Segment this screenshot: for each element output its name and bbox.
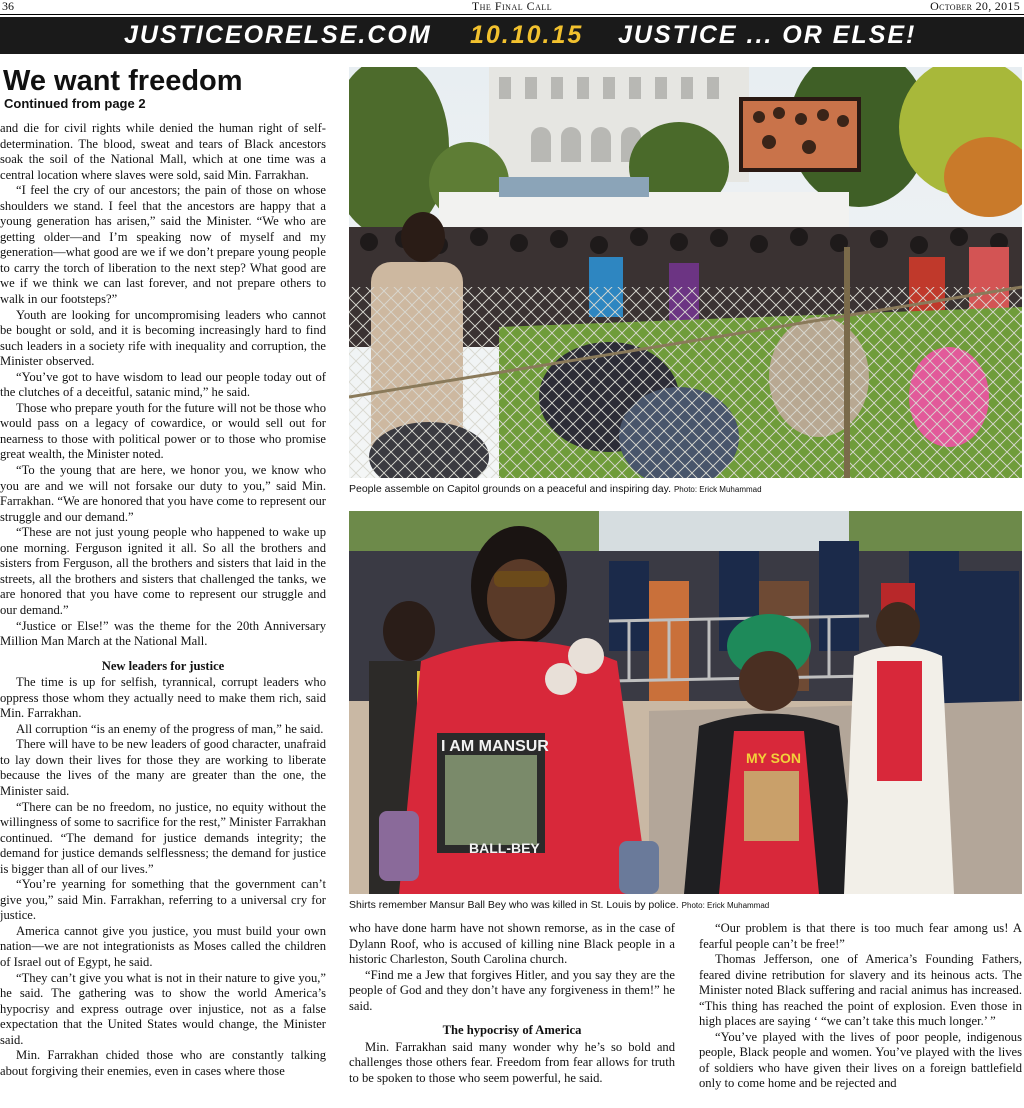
photo-caption-2 xyxy=(349,899,1022,912)
photo-capitol-crowd xyxy=(349,67,1022,478)
article-headline: We want freedom xyxy=(3,65,243,97)
paragraph: Min. Farrakhan chided those who are constantly talking about forgiving their enemies, even in cases where those xyxy=(0,1048,326,1078)
promo-banner xyxy=(0,17,1024,54)
paragraph: Min. Farrakhan said many wonder why he’s so bold and challenges those others fear. Freedom from fear allows for truth to be spoken to those who seem powerful, he said. xyxy=(349,1039,675,1085)
page-folio xyxy=(0,0,1024,14)
paragraph: “You’re yearning for something that the government can’t give you,” said Min. Farrakhan, referring to a universal cry for justice. xyxy=(0,877,326,923)
paragraph: “These are not just young people who happened to wake up one morning. Ferguson ignited it all. So all the brothers and sisters from Ferguson, all the brothers and sisters that laid in the streets, all the brothers and sisters that challenged the tanks, we are honored that you have come to represent our struggle and our demand.” xyxy=(0,525,326,617)
paragraph: “You’ve got to have wisdom to lead our people today out of the clutches of a deceitful, satanic mind,” he said. xyxy=(0,369,326,400)
banner-website: JUSTICEORELSE.COM xyxy=(124,21,432,49)
folio-divider xyxy=(0,14,1024,15)
paragraph: All corruption “is an enemy of the progress of man,” he said. xyxy=(16,721,324,736)
paragraph: “Our problem is that there is too much fear among us! A fearful people can’t be free!” xyxy=(699,921,1022,951)
paragraph: Youth are looking for uncompromising leaders who cannot be bought or sold, and it is becoming increasingly hard to find such leaders in a society rife with inequality and corruption, the Minister observed. xyxy=(0,307,326,369)
article-column-3 xyxy=(699,921,1022,1108)
paragraph: Those who prepare youth for the future will not be those who would pass on a legacy of cowardice, or would sell out for nearness to those with political power or to those who promise great wealth, the Minister noted. xyxy=(0,400,326,462)
shirt-text-3: MY SON xyxy=(746,750,801,766)
paragraph: There will have to be new leaders of good character, unafraid to lay down their lives for those they are working to liberate because the lives of the many are greater than the one, the Minister said. xyxy=(0,737,326,798)
paragraph: Thomas Jefferson, one of America’s Founding Fathers, feared divine retribution for slavery and its heinous acts. The Minister noted Black suffering and racial animus has increased. “This thing has reached the point of explosion. Even those in high places are saying ‘ “we can’t take this much longer.’ ” xyxy=(699,952,1022,1029)
paragraph: who have done harm have not shown remorse, as in the case of Dylann Roof, who is accused of killing nine Black people in a historic Charleston, South Carolina church. xyxy=(349,921,675,967)
subheading-hypocrisy: The hypocrisy of America xyxy=(442,1023,582,1038)
banner-date: 10.10.15 xyxy=(470,21,584,49)
photo-march-shirts xyxy=(349,511,1022,894)
paragraph: “There can be no freedom, no justice, no equity without the willingness of some to sacrifice for the rest,” Minister Farrakhan continued. “The demand for justice demands integrity; the demand for justice demands selflessness; the demand for justice is bigger than all of our lives.” xyxy=(0,799,326,876)
shirt-text-1: I AM MANSUR xyxy=(441,738,549,755)
issue-date: October 20, 2015 xyxy=(930,0,1020,13)
paragraph: “Find me a Jew that forgives Hitler, and you say they are the people of God and they don’t have any forgiveness in them!” he said. xyxy=(349,967,675,1013)
paragraph: America cannot give you justice, you must build your own nation—we are not integrationists as Moses called the children of Israel out of Egypt, he said. xyxy=(0,923,326,969)
shirt-text-2: BALL-BEY xyxy=(469,840,540,856)
page-number: 36 xyxy=(2,0,14,13)
photo-credit: Photo: Erick Muhammad xyxy=(681,901,770,910)
article-column-2 xyxy=(349,921,675,1108)
article-column-1 xyxy=(0,121,326,1108)
paragraph: “You’ve played with the lives of poor people, indigenous people, Black people and women. You’ve played with the lives of soldiers who have given their lives on a foreign battlefield only to come home and be rejected and xyxy=(699,1029,1022,1091)
photo-credit: Photo: Erick Muhammad xyxy=(673,485,762,494)
paragraph: and die for civil rights while denied the human right of self-determination. The blood, sweat and tears of Black ancestors soak the soil of the National Mall, which at one time was a central location where slaves were sold, said Min. Farrakhan. xyxy=(0,121,326,182)
banner-slogan: JUSTICE ... OR ELSE! xyxy=(618,21,917,49)
paragraph: “To the young that are here, we honor you, we know who you are and we will not forsake our duty to you,” said Min. Farrakhan. “We are honored that you have come to represent our struggle and our demand.” xyxy=(0,463,326,524)
subheading-new-leaders: New leaders for justice xyxy=(101,658,225,673)
photo-caption-1 xyxy=(349,483,1022,496)
paragraph: “Justice or Else!” was the theme for the 20th Anniversary Million Man March at the National Mall. xyxy=(0,618,326,649)
caption-text: Shirts remember Mansur Ball Bey who was killed in St. Louis by police. xyxy=(349,899,679,911)
paragraph: “I feel the cry of our ancestors; the pain of those on whose shoulders we stand. I feel that the ancestors are happy that a young generation has arisen,” said the Minister. “We who are getting older—and I’m speaking now of myself and my generation—what good are we if we don’t prepare young people to carry the torch of liberation to the next step? What good are we if we think we can last forever, and not prepare others to walk in our footsteps?” xyxy=(0,183,326,307)
continued-from-note: Continued from page 2 xyxy=(4,96,146,111)
paragraph: “They can’t give you what is not in their nature to give you,” he said. The gathering was to show the world America’s hypocrisy and express outrage over injustice, not as a false expectation that the United States would change, the Minister said. xyxy=(0,970,326,1047)
paragraph: The time is up for selfish, tyrannical, corrupt leaders who oppress those whom they actually need to make them rich, said Min. Farrakhan. xyxy=(0,675,326,721)
publication-name: The Final Call xyxy=(471,0,553,13)
caption-text: People assemble on Capitol grounds on a peaceful and inspiring day. xyxy=(349,483,672,495)
